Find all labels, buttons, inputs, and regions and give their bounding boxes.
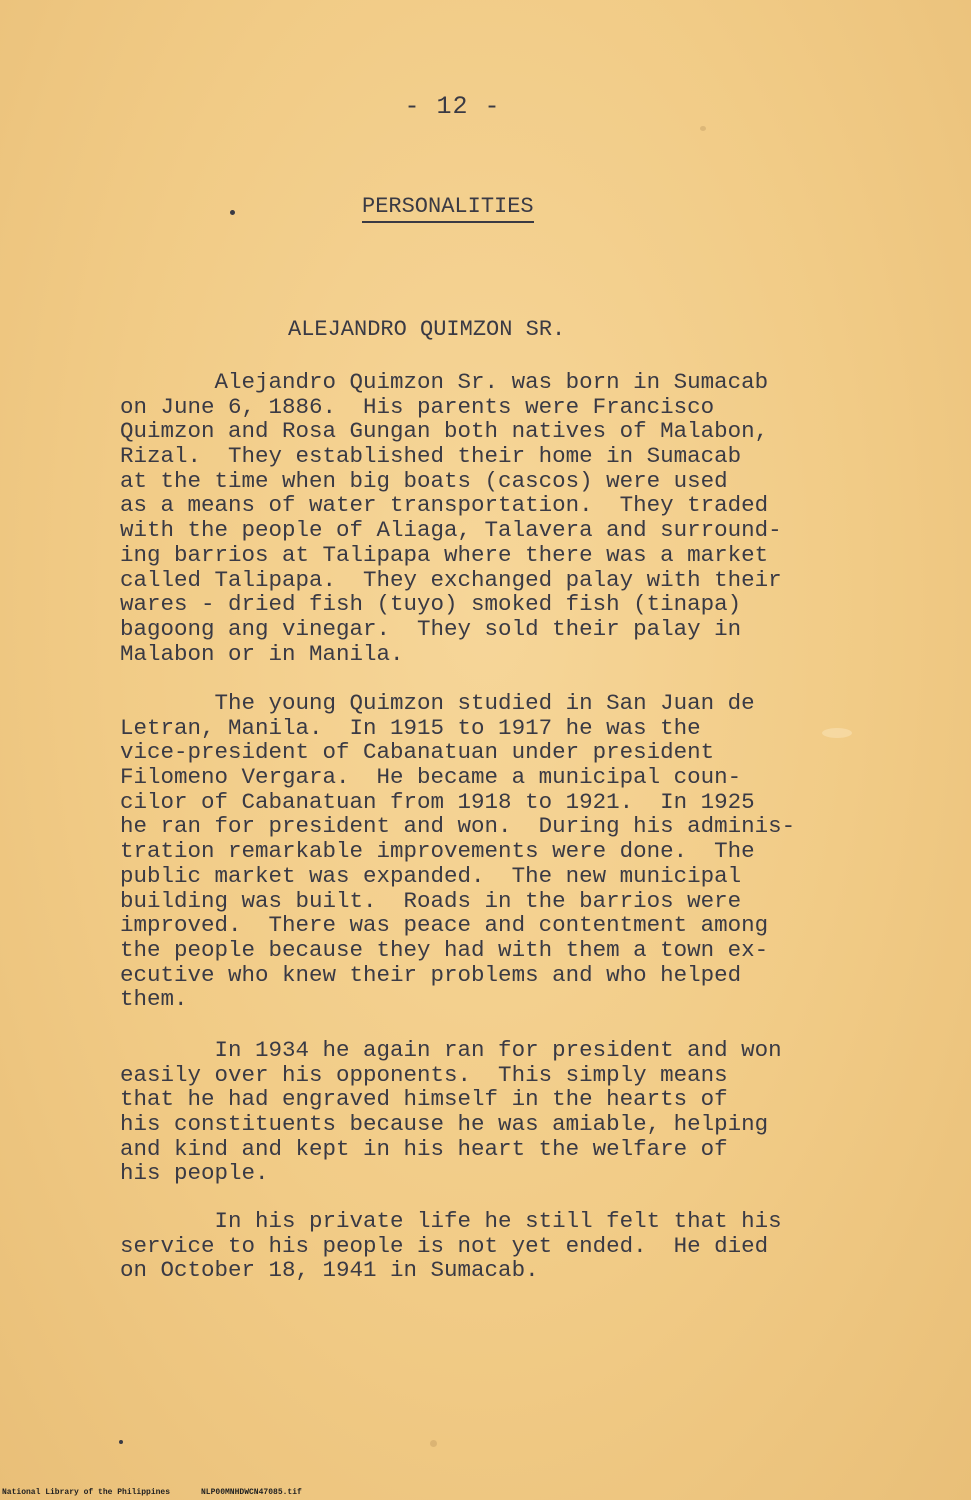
text-line: the people because they had with them a town ex- [120,936,769,963]
section-title: PERSONALITIES [362,194,534,223]
text-line: In his private life he still felt that his [120,1208,782,1234]
text-line: Alejandro Quimzon Sr. was born in Sumacab [120,369,769,395]
text-line: his constituents because he was amiable, helping [120,1111,769,1138]
text-line: Letran, Manila. In 1915 to 1917 he was the [120,714,701,741]
paper-stain [430,1440,437,1447]
paper-stain [822,728,852,738]
stray-mark [230,210,235,215]
text-line: called Talipapa. They exchanged palay with their [120,566,782,593]
text-line: tration remarkable improvements were done. The [120,838,755,865]
text-line: as a means of water transportation. They traded [120,492,769,519]
text-line: building was built. Roads in the barrios were [120,887,742,914]
text-line: The young Quimzon studied in San Juan de [120,690,755,716]
text-line: them. [120,986,188,1013]
text-line: and kind and kept in his heart the welfare of [120,1135,728,1162]
text-line: easily over his opponents. This simply means [120,1061,728,1088]
text-line: his people. [120,1160,269,1187]
text-line: ing barrios at Talipapa where there was a market [120,541,769,568]
text-line: vice-president of Cabanatuan under president [120,739,715,766]
paper-stain [700,126,706,131]
person-name-heading: ALEJANDRO QUIMZON SR. [288,317,566,342]
text-line: wares - dried fish (tuyo) smoked fish (tinapa) [120,591,742,618]
text-line: Rizal. They established their home in Sumacab [120,443,742,470]
text-line: cilor of Cabanatuan from 1918 to 1921. In 1925 [120,788,755,815]
paragraph-biography-career [120,691,795,1012]
text-line: Filomeno Vergara. He became a municipal coun- [120,764,742,791]
paragraph-biography-early-life [120,370,782,666]
text-line: improved. There was peace and contentment among [120,912,769,939]
text-line: he ran for president and won. During his adminis- [120,813,796,840]
paragraph-biography-reelection [120,1038,782,1186]
text-line: on June 6, 1886. His parents were Francisco [120,393,715,420]
text-line: service to his people is not yet ended. He died [120,1232,769,1259]
text-line: Malabon or in Manila. [120,640,404,667]
text-line: bagoong ang vinegar. They sold their palay in [120,615,742,642]
text-line: on October 18, 1941 in Sumacab. [120,1257,539,1284]
text-line: public market was expanded. The new municipal [120,862,742,889]
paragraph-biography-death [120,1209,782,1283]
footer-file-name: NLP00MNHDWCN47085.tif [201,1488,302,1497]
footer-library-credit: National Library of the Philippines [2,1488,171,1497]
text-line: that he had engraved himself in the hearts of [120,1086,728,1113]
text-line: Quimzon and Rosa Gungan both natives of Malabon, [120,418,769,445]
stray-mark [119,1440,123,1444]
text-line: at the time when big boats (cascos) were used [120,467,728,494]
text-line: with the people of Aliaga, Talavera and surround- [120,517,782,544]
page-number: - 12 - [404,92,501,121]
text-line: ecutive who knew their problems and who helped [120,961,742,988]
text-line: In 1934 he again ran for president and won [120,1037,782,1063]
